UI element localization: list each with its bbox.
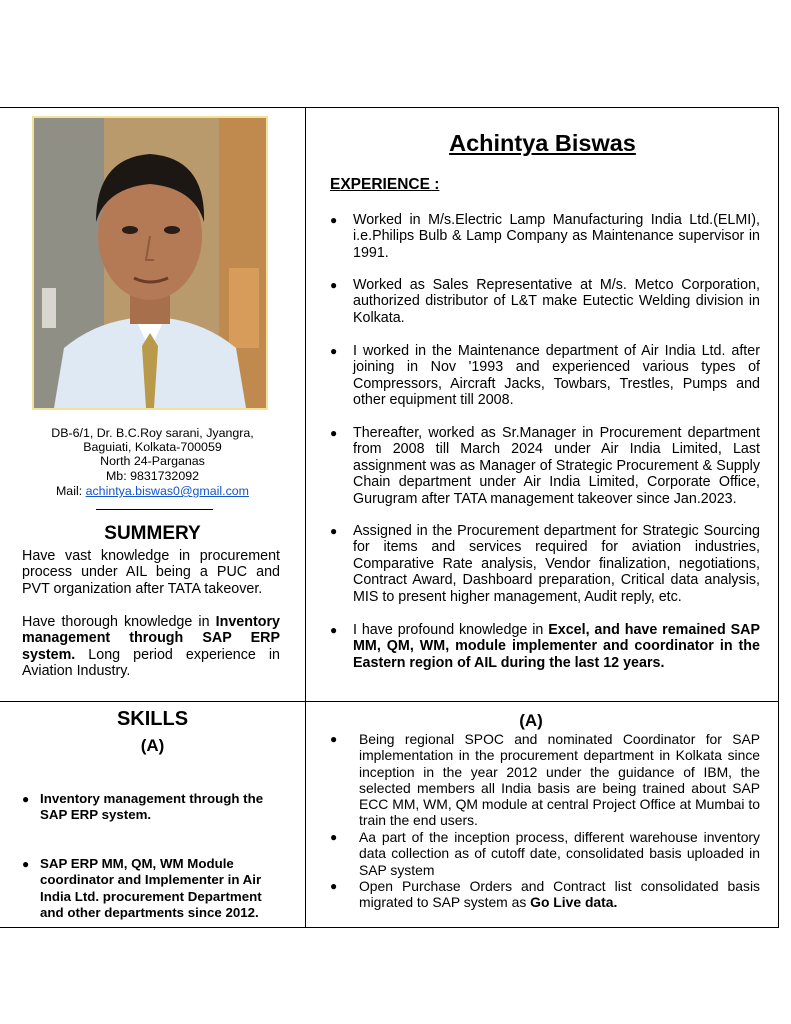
experience-item bbox=[330, 212, 760, 261]
bullet-icon: ● bbox=[330, 524, 338, 538]
skill-item bbox=[22, 856, 282, 922]
bullet-icon: ● bbox=[330, 830, 338, 844]
skills-subtitle: (A) bbox=[140, 736, 165, 755]
experience-item6-bold: Excel, and have remained SAP MM, QM, WM, module implementer and coordinator in the Eastern region of AIL during the last 12 years. bbox=[353, 622, 760, 671]
section-a-item-text bbox=[359, 878, 760, 911]
skill-item-text: Inventory management through the SAP ERP system. bbox=[40, 791, 264, 823]
experience-item6-pre: I have profound knowledge in bbox=[353, 622, 549, 638]
summary-p2-bold: Inventory management through SAP ERP system. bbox=[22, 614, 280, 663]
section-a-item bbox=[330, 829, 760, 878]
section-a-item-text: Aa part of the inception process, different warehouse inventory data collection as of cutoff date, consolidated basis uploaded in SAP system bbox=[359, 829, 760, 878]
bullet-icon: ● bbox=[330, 278, 338, 292]
experience-item bbox=[330, 277, 760, 326]
section-a-item bbox=[330, 878, 760, 911]
table-middle-border bbox=[0, 701, 779, 702]
experience-item bbox=[330, 622, 760, 671]
section-a-item3-bold: Go Live data. bbox=[530, 894, 618, 911]
skills-title: SKILLS bbox=[116, 708, 189, 730]
mail-label: Mail: bbox=[55, 484, 86, 498]
address-divider bbox=[96, 509, 213, 510]
address-line-2: Baguiati, Kolkata-700059 bbox=[83, 440, 222, 454]
bullet-icon: ● bbox=[330, 623, 338, 637]
table-center-divider bbox=[305, 107, 306, 928]
experience-item-text: Worked as Sales Representative at M/s. Metco Corporation, authorized distributor of L&T make Eutectic Welding division in Kolkata. bbox=[353, 277, 760, 326]
bullet-icon: ● bbox=[22, 857, 30, 871]
section-a-title: (A) bbox=[519, 711, 543, 730]
skill-item bbox=[22, 791, 282, 824]
email-line bbox=[0, 484, 305, 500]
table-bottom-border bbox=[0, 927, 779, 928]
experience-item-text bbox=[353, 622, 760, 671]
section-a-item-text: Being regional SPOC and nominated Coordinator for SAP implementation in the procurement department in Kolkata since inception in the year 2012 under the guidance of IBM, the selected members all India basis are being trained about SAP ECC MM, WM, QM module at central Project Office at Mumbai to train the end users. bbox=[359, 731, 760, 829]
bullet-icon: ● bbox=[22, 792, 30, 806]
candidate-name: Achintya Biswas bbox=[449, 130, 636, 156]
experience-item bbox=[330, 523, 760, 605]
summary-title: SUMMERY bbox=[104, 523, 201, 544]
section-a-item bbox=[330, 731, 760, 829]
bullet-icon: ● bbox=[330, 213, 338, 227]
experience-item-text: Worked in M/s.Electric Lamp Manufacturing India Ltd.(ELMI), i.e.Philips Bulb & Lamp Company as Maintenance supervisor in 1991. bbox=[353, 212, 760, 261]
table-right-border bbox=[778, 107, 779, 928]
skill-item-text: SAP ERP MM, QM, WM Module coordinator and Implementer in Air India Ltd. procurement Department and other departments since 2012. bbox=[40, 856, 262, 921]
email-link[interactable]: achintya.biswas0@gmail.com bbox=[85, 484, 249, 498]
profile-photo bbox=[32, 116, 268, 410]
experience-item bbox=[330, 425, 760, 507]
mobile-number: Mb: 9831732092 bbox=[105, 469, 199, 483]
summary-paragraph-1: Have vast knowledge in procurement process under AIL being a PUC and PVT organization after TATA takeover. bbox=[22, 548, 280, 597]
bullet-icon: ● bbox=[330, 426, 338, 440]
bullet-icon: ● bbox=[330, 732, 338, 746]
address-line-3: North 24-Parganas bbox=[100, 454, 205, 468]
summary-paragraph-2 bbox=[22, 614, 280, 680]
address-line-1: DB-6/1, Dr. B.C.Roy sarani, Jyangra, bbox=[51, 426, 254, 440]
portrait-image bbox=[34, 118, 266, 408]
experience-item bbox=[330, 343, 760, 409]
table-top-border bbox=[0, 107, 779, 108]
summary-p2-post: Long period experience in Aviation Industry. bbox=[22, 646, 280, 680]
summary-p2-pre: Have thorough knowledge in bbox=[22, 614, 216, 630]
experience-item-text: I worked in the Maintenance department of Air India Ltd. after joining in Nov '1993 and experienced various types of Compressors, Aircraft Jacks, Towbars, Trestles, Pumps and other equipment till 2008. bbox=[353, 343, 760, 409]
bullet-icon: ● bbox=[330, 879, 338, 893]
section-a-item3-pre: Open Purchase Orders and Contract list consolidated basis migrated to SAP system as bbox=[359, 878, 760, 911]
experience-title: EXPERIENCE : bbox=[330, 176, 440, 193]
bullet-icon: ● bbox=[330, 344, 338, 358]
experience-item-text: Assigned in the Procurement department for Strategic Sourcing for items and services required for aviation industries, Comparative Rate analysis, Vendor finalization, negotiations, Contract Award, Dashboard preparation, Critical data analysis, MIS to present higher management, Audit reply, etc. bbox=[353, 523, 760, 605]
experience-item-text: Thereafter, worked as Sr.Manager in Procurement department from 2008 till March 2024 under Air India Limited, Last assignment was as Manager of Strategic Procurement & Supply Chain department under Air India Limited, Corporate Office, Gurugram after TATA management takeover since Jan.2023. bbox=[353, 425, 760, 507]
